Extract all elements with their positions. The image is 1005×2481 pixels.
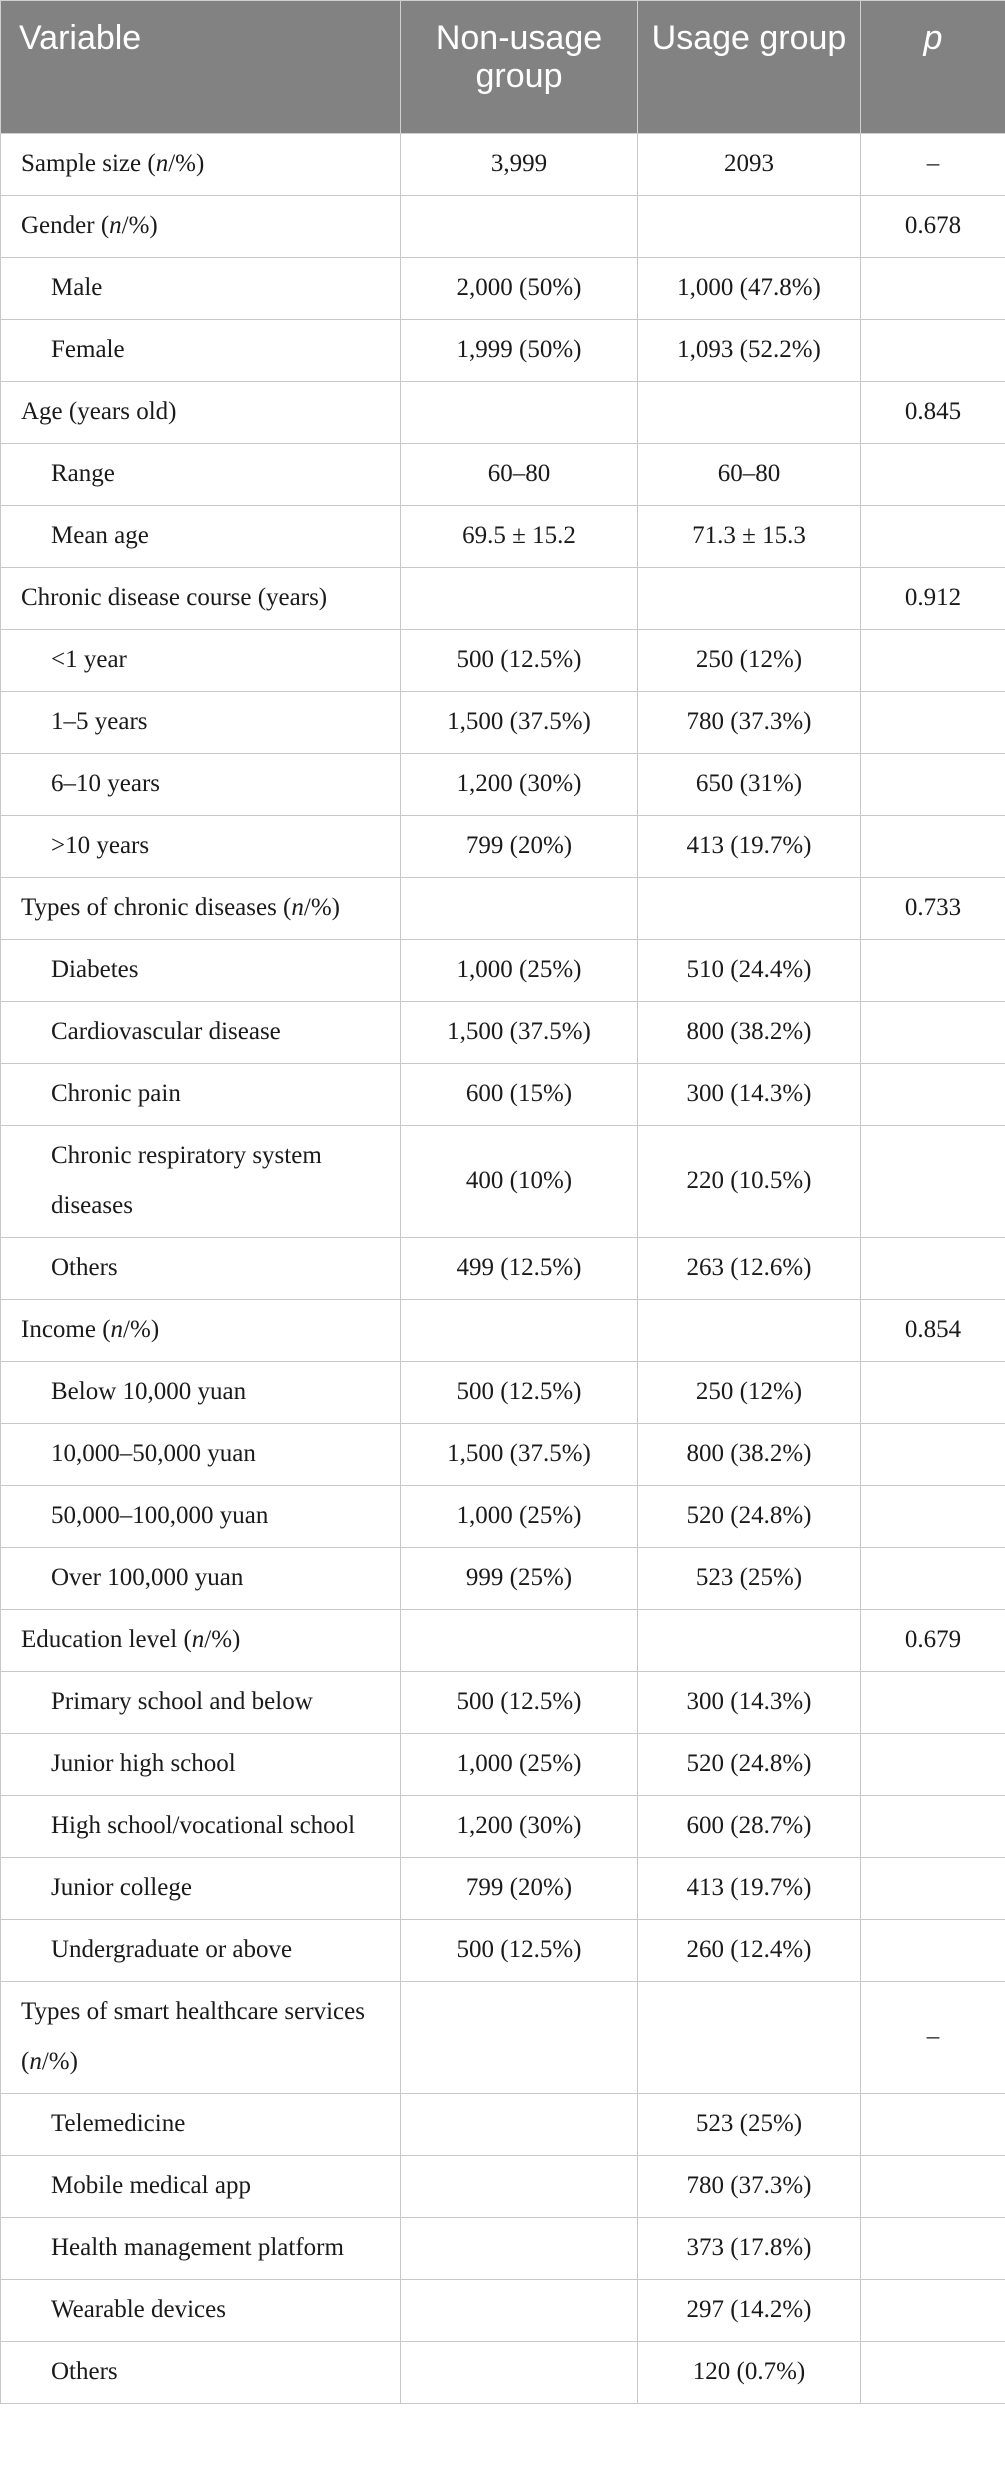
table-row	[1, 1796, 1005, 1858]
usage-cell: 373 (17.8%)	[638, 2218, 861, 2280]
non-usage-cell	[401, 196, 638, 258]
usage-cell: 523 (25%)	[638, 2094, 861, 2156]
row-label-text: Diabetes	[51, 956, 139, 983]
row-label	[1, 134, 401, 196]
usage-cell	[638, 1300, 861, 1362]
p-value-cell	[861, 1002, 1005, 1064]
row-sublabel	[1, 1796, 401, 1858]
p-value-cell	[861, 1126, 1005, 1238]
row-sublabel	[1, 1424, 401, 1486]
usage-cell: 800 (38.2%)	[638, 1002, 861, 1064]
row-label-text: Male	[51, 274, 103, 301]
usage-cell: 220 (10.5%)	[638, 1126, 861, 1238]
non-usage-cell: 1,500 (37.5%)	[401, 692, 638, 754]
non-usage-cell	[401, 382, 638, 444]
row-sublabel	[1, 1064, 401, 1126]
row-label-text: Undergraduate or above	[51, 1936, 293, 1963]
non-usage-cell	[401, 568, 638, 630]
usage-cell	[638, 1610, 861, 1672]
p-value-cell	[861, 2094, 1005, 2156]
non-usage-cell: 799 (20%)	[401, 816, 638, 878]
row-label-text: 1–5 years	[51, 708, 148, 735]
row-label-text: Types of smart healthcare services (	[21, 1998, 365, 2075]
p-value-cell: 0.912	[861, 568, 1005, 630]
usage-cell: 60–80	[638, 444, 861, 506]
row-sublabel	[1, 444, 401, 506]
row-sublabel	[1, 2342, 401, 2404]
usage-cell: 71.3 ± 15.3	[638, 506, 861, 568]
row-label-italic: n	[155, 150, 169, 177]
table-row	[1, 1064, 1005, 1126]
row-sublabel	[1, 258, 401, 320]
row-label-text: Types of chronic diseases (	[21, 894, 292, 921]
p-value-cell	[861, 630, 1005, 692]
row-sublabel	[1, 816, 401, 878]
header-row	[1, 1, 1005, 134]
p-value-cell	[861, 258, 1005, 320]
table-row	[1, 2218, 1005, 2280]
usage-cell	[638, 878, 861, 940]
row-label-text: Mobile medical app	[51, 2172, 251, 2199]
row-label-text: Others	[51, 1254, 118, 1281]
table-row	[1, 2094, 1005, 2156]
row-sublabel	[1, 692, 401, 754]
table-row	[1, 1982, 1005, 2094]
non-usage-cell	[401, 1300, 638, 1362]
row-label-text: 10,000–50,000 yuan	[51, 1440, 256, 1467]
row-label	[1, 1300, 401, 1362]
p-value-cell	[861, 1424, 1005, 1486]
row-label-suffix: /%)	[168, 150, 205, 177]
row-sublabel	[1, 2280, 401, 2342]
p-value-cell: 0.845	[861, 382, 1005, 444]
usage-cell	[638, 196, 861, 258]
p-value-cell	[861, 1548, 1005, 1610]
non-usage-cell	[401, 2156, 638, 2218]
row-label-text: Mean age	[51, 522, 149, 549]
row-label-text: Others	[51, 2358, 118, 2385]
header-p-value: p	[861, 1, 1005, 134]
p-value-cell	[861, 2342, 1005, 2404]
non-usage-cell	[401, 2280, 638, 2342]
table-row	[1, 1858, 1005, 1920]
non-usage-cell: 999 (25%)	[401, 1548, 638, 1610]
p-value-cell	[861, 754, 1005, 816]
header-usage-group: Usage group	[638, 1, 861, 134]
usage-cell: 780 (37.3%)	[638, 692, 861, 754]
table-row	[1, 258, 1005, 320]
row-label-italic: n	[291, 894, 304, 921]
table-header	[1, 1, 1005, 134]
p-value-cell	[861, 1672, 1005, 1734]
usage-cell: 1,000 (47.8%)	[638, 258, 861, 320]
row-label-text: Telemedicine	[51, 2110, 186, 2137]
row-label-text: Wearable devices	[51, 2296, 226, 2323]
table-row	[1, 816, 1005, 878]
row-sublabel	[1, 1920, 401, 1982]
usage-cell: 413 (19.7%)	[638, 1858, 861, 1920]
usage-cell	[638, 1982, 861, 2094]
table-row	[1, 940, 1005, 1002]
table-row	[1, 2342, 1005, 2404]
row-label-text: Age (years old)	[21, 398, 177, 425]
table-row	[1, 444, 1005, 506]
usage-cell	[638, 382, 861, 444]
p-value-cell	[861, 1238, 1005, 1300]
non-usage-cell: 1,200 (30%)	[401, 754, 638, 816]
row-sublabel	[1, 320, 401, 382]
p-value-cell	[861, 1362, 1005, 1424]
row-sublabel	[1, 1002, 401, 1064]
row-sublabel	[1, 2156, 401, 2218]
row-sublabel	[1, 2094, 401, 2156]
row-sublabel	[1, 1734, 401, 1796]
p-value-cell	[861, 1064, 1005, 1126]
table-row	[1, 1610, 1005, 1672]
non-usage-cell: 1,000 (25%)	[401, 1486, 638, 1548]
table-row	[1, 1002, 1005, 1064]
header-variable: Variable	[1, 1, 401, 134]
row-label-text: High school/vocational school	[51, 1812, 356, 1839]
table-row	[1, 1362, 1005, 1424]
row-label-text: 6–10 years	[51, 770, 160, 797]
row-sublabel	[1, 506, 401, 568]
usage-cell: 800 (38.2%)	[638, 1424, 861, 1486]
usage-cell: 520 (24.8%)	[638, 1486, 861, 1548]
usage-cell: 297 (14.2%)	[638, 2280, 861, 2342]
p-value-cell: 0.679	[861, 1610, 1005, 1672]
row-sublabel	[1, 1238, 401, 1300]
non-usage-cell: 400 (10%)	[401, 1126, 638, 1238]
non-usage-cell: 499 (12.5%)	[401, 1238, 638, 1300]
table-row	[1, 692, 1005, 754]
usage-cell	[638, 568, 861, 630]
p-value-cell: –	[861, 1982, 1005, 2094]
usage-cell: 263 (12.6%)	[638, 1238, 861, 1300]
row-sublabel	[1, 1486, 401, 1548]
usage-cell: 1,093 (52.2%)	[638, 320, 861, 382]
table-row	[1, 1486, 1005, 1548]
row-label-text: 50,000–100,000 yuan	[51, 1502, 269, 1529]
row-label	[1, 1982, 401, 2094]
non-usage-cell: 600 (15%)	[401, 1064, 638, 1126]
p-value-cell	[861, 1734, 1005, 1796]
p-value-cell	[861, 1486, 1005, 1548]
row-sublabel	[1, 1126, 401, 1238]
row-label-text: Cardiovascular disease	[51, 1018, 281, 1045]
table-row	[1, 506, 1005, 568]
header-non-usage-group: Non-usage group	[401, 1, 638, 134]
row-label-text: Health management platform	[51, 2234, 344, 2261]
row-label-suffix: /%)	[41, 2048, 78, 2075]
table-row	[1, 1672, 1005, 1734]
p-value-cell	[861, 506, 1005, 568]
table-row	[1, 320, 1005, 382]
row-label-text: <1 year	[51, 646, 127, 673]
usage-cell: 510 (24.4%)	[638, 940, 861, 1002]
row-label	[1, 568, 401, 630]
table-row	[1, 1734, 1005, 1796]
row-label-italic: n	[29, 2048, 42, 2075]
row-label-text: Chronic pain	[51, 1080, 181, 1107]
non-usage-cell: 500 (12.5%)	[401, 1920, 638, 1982]
usage-cell: 120 (0.7%)	[638, 2342, 861, 2404]
row-label-suffix: /%)	[204, 1626, 241, 1653]
row-sublabel	[1, 630, 401, 692]
non-usage-cell: 799 (20%)	[401, 1858, 638, 1920]
p-value-cell: 0.854	[861, 1300, 1005, 1362]
row-label	[1, 878, 401, 940]
p-value-cell	[861, 320, 1005, 382]
row-label-text: Education level (	[21, 1626, 192, 1653]
non-usage-cell: 2,000 (50%)	[401, 258, 638, 320]
table-row	[1, 2156, 1005, 2218]
non-usage-cell	[401, 1982, 638, 2094]
p-value-cell	[861, 692, 1005, 754]
row-label-italic: n	[191, 1626, 205, 1653]
non-usage-cell	[401, 878, 638, 940]
table-row	[1, 1126, 1005, 1238]
table-row	[1, 2280, 1005, 2342]
row-label-italic: n	[110, 1316, 124, 1343]
table-row	[1, 196, 1005, 258]
row-label-text: Gender (	[21, 212, 110, 239]
non-usage-cell: 1,000 (25%)	[401, 940, 638, 1002]
row-label	[1, 382, 401, 444]
table-row	[1, 382, 1005, 444]
p-value-cell	[861, 1858, 1005, 1920]
p-value-cell: 0.678	[861, 196, 1005, 258]
p-value-cell	[861, 1796, 1005, 1858]
row-label-text: Primary school and below	[51, 1688, 313, 1715]
row-sublabel	[1, 2218, 401, 2280]
p-value-cell: –	[861, 134, 1005, 196]
non-usage-cell: 1,500 (37.5%)	[401, 1002, 638, 1064]
p-value-cell	[861, 444, 1005, 506]
table-row	[1, 1548, 1005, 1610]
row-label-text: Sample size (	[21, 150, 156, 177]
usage-cell: 600 (28.7%)	[638, 1796, 861, 1858]
table-row	[1, 878, 1005, 940]
row-sublabel	[1, 940, 401, 1002]
row-label-suffix: /%)	[121, 212, 158, 239]
usage-cell: 250 (12%)	[638, 1362, 861, 1424]
non-usage-cell: 1,999 (50%)	[401, 320, 638, 382]
non-usage-cell	[401, 2218, 638, 2280]
table-row	[1, 754, 1005, 816]
usage-cell: 300 (14.3%)	[638, 1064, 861, 1126]
row-label-text: Over 100,000 yuan	[51, 1564, 244, 1591]
p-value-cell	[861, 1920, 1005, 1982]
table-row	[1, 134, 1005, 196]
row-label-text: Range	[51, 460, 115, 487]
usage-cell: 780 (37.3%)	[638, 2156, 861, 2218]
table-row	[1, 1920, 1005, 1982]
row-label-text: Income (	[21, 1316, 111, 1343]
non-usage-cell: 3,999	[401, 134, 638, 196]
usage-cell: 650 (31%)	[638, 754, 861, 816]
usage-cell: 520 (24.8%)	[638, 1734, 861, 1796]
table-row	[1, 568, 1005, 630]
usage-cell: 2093	[638, 134, 861, 196]
row-sublabel	[1, 1362, 401, 1424]
row-label-text: Chronic disease course (years)	[21, 584, 328, 611]
table-row	[1, 1300, 1005, 1362]
usage-cell: 250 (12%)	[638, 630, 861, 692]
non-usage-cell: 1,000 (25%)	[401, 1734, 638, 1796]
row-label-text: Chronic respiratory system diseases	[51, 1142, 322, 1219]
row-sublabel	[1, 1858, 401, 1920]
non-usage-cell: 500 (12.5%)	[401, 1672, 638, 1734]
non-usage-cell: 500 (12.5%)	[401, 1362, 638, 1424]
row-label	[1, 1610, 401, 1672]
p-value-cell	[861, 940, 1005, 1002]
row-sublabel	[1, 1672, 401, 1734]
non-usage-cell	[401, 2342, 638, 2404]
row-label-text: >10 years	[51, 832, 150, 859]
table-row	[1, 1424, 1005, 1486]
p-value-cell	[861, 2280, 1005, 2342]
p-value-cell	[861, 2156, 1005, 2218]
table-row	[1, 1238, 1005, 1300]
usage-cell: 413 (19.7%)	[638, 816, 861, 878]
row-label-text: Female	[51, 336, 125, 363]
row-sublabel	[1, 754, 401, 816]
non-usage-cell: 1,500 (37.5%)	[401, 1424, 638, 1486]
row-label	[1, 196, 401, 258]
row-label-suffix: /%)	[303, 894, 340, 921]
p-value-cell: 0.733	[861, 878, 1005, 940]
table-row	[1, 630, 1005, 692]
p-value-cell	[861, 2218, 1005, 2280]
row-label-suffix: /%)	[123, 1316, 160, 1343]
row-sublabel	[1, 1548, 401, 1610]
usage-cell: 260 (12.4%)	[638, 1920, 861, 1982]
table-body	[1, 134, 1005, 2404]
row-label-text: Junior college	[51, 1874, 192, 1901]
non-usage-cell: 69.5 ± 15.2	[401, 506, 638, 568]
non-usage-cell: 1,200 (30%)	[401, 1796, 638, 1858]
row-label-text: Junior high school	[51, 1750, 236, 1777]
non-usage-cell: 500 (12.5%)	[401, 630, 638, 692]
non-usage-cell	[401, 2094, 638, 2156]
non-usage-cell	[401, 1610, 638, 1672]
usage-cell: 523 (25%)	[638, 1548, 861, 1610]
row-label-text: Below 10,000 yuan	[51, 1378, 247, 1405]
usage-cell: 300 (14.3%)	[638, 1672, 861, 1734]
row-label-italic: n	[109, 212, 122, 239]
p-value-cell	[861, 816, 1005, 878]
non-usage-cell: 60–80	[401, 444, 638, 506]
